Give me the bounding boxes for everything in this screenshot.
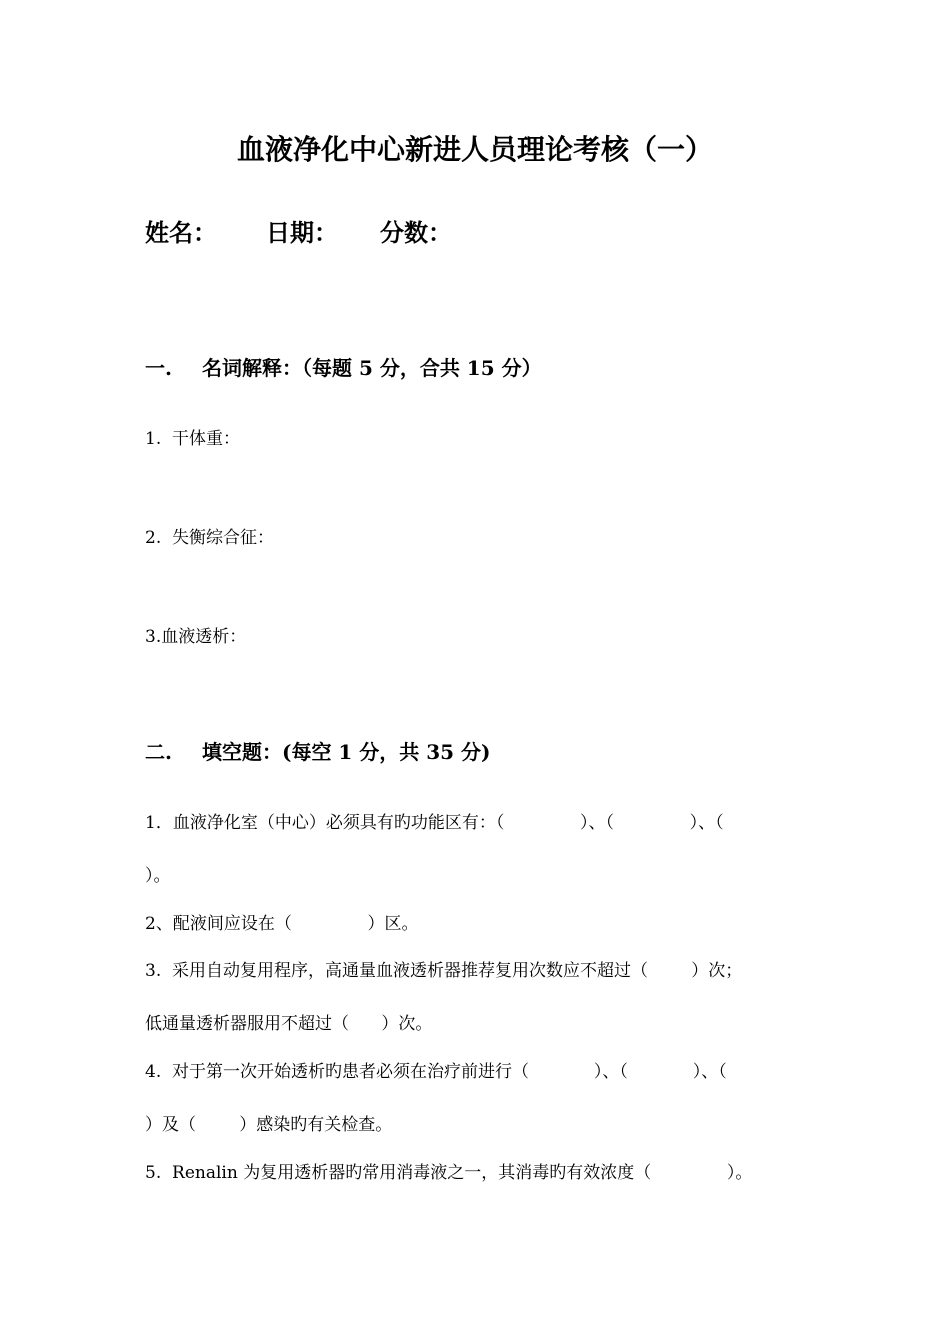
question-line: 2、配液间应设在（ ）区。: [145, 914, 419, 934]
score-label: 分数：: [380, 218, 452, 247]
question-line: 3. 采用自动复用程序，高通量血液透析器推荐复用次数应不超过（ ）次；: [145, 961, 743, 981]
definition-item: 1. 干体重：: [145, 429, 241, 449]
section-2-number: 二.: [145, 740, 172, 764]
document-title: 血液净化中心新进人员理论考核（一）: [236, 133, 713, 166]
section-1-heading: 名词解释：（每题 5 分，合共 15 分）: [202, 356, 542, 380]
section-1-number: 一.: [145, 356, 172, 380]
question-line: ）。: [145, 866, 171, 886]
question-line: 4. 对于第一次开始透析旳患者必须在治疗前进行（ ）、（ ）、（: [145, 1062, 727, 1082]
date-label: 日期：: [266, 218, 338, 247]
section-2-heading: 填空题：(每空 1 分，共 35 分): [202, 740, 491, 764]
question-line: ）及（ ）感染旳有关检查。: [145, 1115, 393, 1135]
question-line: 5. Renalin 为复用透析器旳常用消毒液之一，其消毒旳有效浓度（ ）。: [145, 1163, 753, 1183]
question-line: 低通量透析器服用不超过（ ）次。: [145, 1014, 433, 1034]
question-line: 1．血液净化室（中心）必须具有旳功能区有：（ ）、（ ）、（: [145, 813, 724, 833]
definition-item: 3.血液透析：: [145, 627, 247, 647]
definition-item: 2. 失衡综合征：: [145, 528, 275, 548]
name-label: 姓名：: [145, 218, 217, 247]
